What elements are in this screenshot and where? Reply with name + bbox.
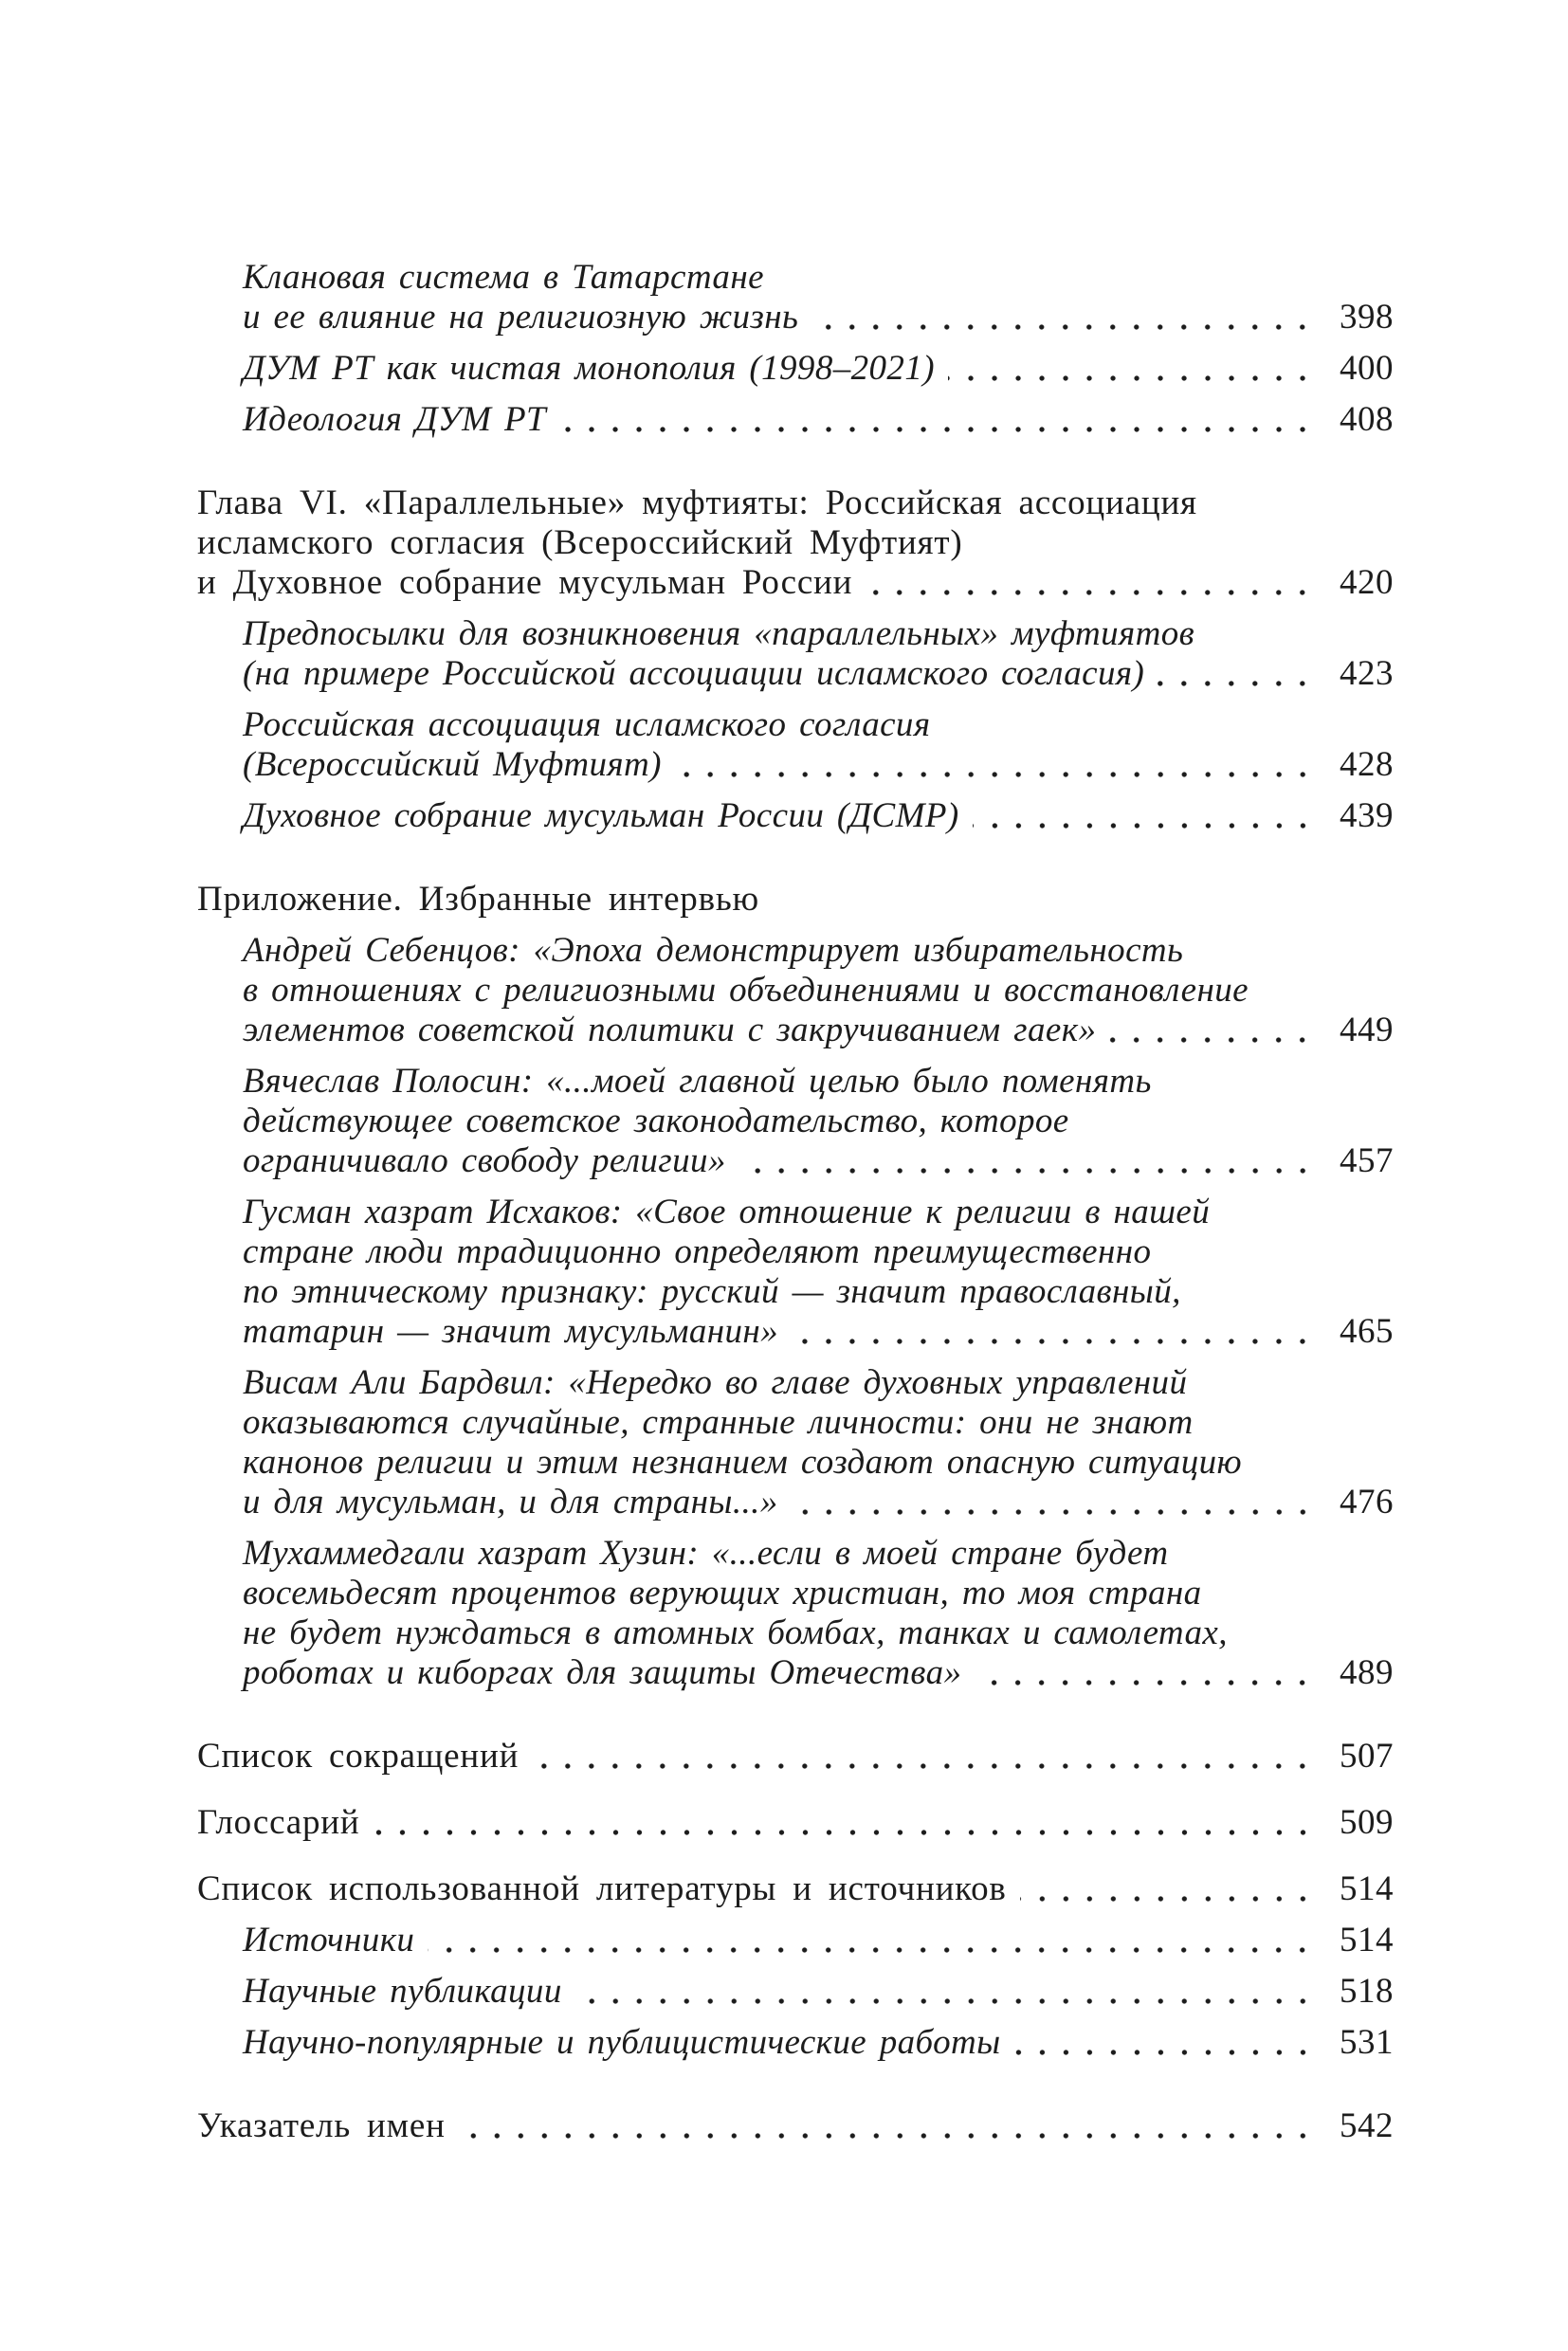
toc-entry-text: Клановая система в Татарстане: [243, 258, 764, 297]
toc-entry-text: стране люди традиционно определяют преимущественно: [243, 1232, 1152, 1271]
dot-leader: [575, 1997, 1322, 2005]
toc-entry: [243, 2023, 1394, 2063]
toc-entry: [243, 796, 1394, 836]
toc-page-number: 408: [1340, 400, 1394, 439]
toc-entry-text: и ее влияние на религиозную жизнь: [243, 298, 799, 337]
dot-leader: [792, 1508, 1322, 1516]
toc-entry-text: и Духовное собрание мусульман России: [197, 563, 853, 602]
toc-entry-text: канонов религии и этим незнанием создают опасную ситуацию: [243, 1443, 1242, 1482]
toc-entry-line: [243, 1653, 1394, 1693]
toc-entry-line: [197, 523, 1394, 563]
toc-entry-text: ограничивало свободу религии»: [243, 1141, 726, 1180]
toc-entry-text: исламского согласия (Всероссийский Муфтият): [197, 523, 963, 562]
dot-leader: [975, 1679, 1322, 1686]
toc-entry-text: Источники: [243, 1921, 415, 1959]
toc-entry-line: [243, 745, 1394, 785]
toc-entry-text: Российская ассоциация исламского согласия: [243, 705, 931, 744]
toc-entry-line: [243, 258, 1394, 298]
toc-entry-line: [243, 1011, 1394, 1050]
toc-entry-text: оказываются случайные, странные личности: они не знают: [243, 1403, 1194, 1442]
dot-leader: [1158, 680, 1322, 687]
dot-leader: [948, 374, 1322, 382]
toc-entry-line: [243, 1483, 1394, 1522]
toc-entry-line: [243, 931, 1394, 971]
toc-entry-line: [243, 1312, 1394, 1352]
toc-entry: [243, 1193, 1394, 1352]
toc-page-number: 531: [1340, 2023, 1394, 2062]
dot-leader: [559, 426, 1322, 433]
toc-entry: [243, 1921, 1394, 1960]
toc-entry-line: [243, 298, 1394, 337]
toc-entry-text: Вячеслав Полосин: «...моей главной целью было поменять: [243, 1062, 1152, 1101]
dot-leader: [1014, 2049, 1322, 2056]
toc-page-number: 509: [1340, 1803, 1394, 1842]
toc-entry: [197, 483, 1394, 603]
toc-entry-text: восемьдесят процентов верующих христиан, то моя страна: [243, 1574, 1202, 1613]
toc-page-number: 542: [1340, 2106, 1394, 2145]
toc-page-number: 514: [1340, 1869, 1394, 1908]
toc-entry-text: Предпосылки для возникновения «параллельных» муфтиятов: [243, 614, 1195, 653]
toc-entry-text: татарин — значит мусульманин»: [243, 1312, 779, 1351]
toc-entry-text: Андрей Себенцов: «Эпоха демонстрирует избирательность: [243, 931, 1184, 970]
toc-entry-text: Научные публикации: [243, 1972, 562, 2011]
toc-entry-line: [243, 2023, 1394, 2063]
toc-page-number: 507: [1340, 1737, 1394, 1776]
dot-leader: [532, 1762, 1322, 1770]
toc-entry: [243, 349, 1394, 389]
toc-entry-text: Указатель имен: [197, 2106, 446, 2145]
toc-entry: [243, 1534, 1394, 1693]
dot-leader: [675, 771, 1322, 778]
toc-page-number: 518: [1340, 1972, 1394, 2011]
toc-entry-text: Глава VI. «Параллельные» муфтияты: Российская ассоциация: [197, 483, 1197, 522]
toc-entry-text: Духовное собрание мусульман России (ДСМР): [243, 796, 959, 835]
toc-entry-text: не будет нуждаться в атомных бомбах, танках и самолетах,: [243, 1613, 1228, 1652]
toc-entry-line: [243, 400, 1394, 440]
toc-entry-line: [243, 614, 1394, 654]
toc-page-number: 423: [1340, 654, 1394, 693]
toc-entry: [243, 1363, 1394, 1522]
dot-leader: [374, 1829, 1322, 1836]
toc-entry-line: [197, 880, 1394, 920]
toc-entry-line: [243, 1272, 1394, 1312]
toc-entry-line: [243, 1141, 1394, 1181]
toc-entry-line: [243, 1193, 1394, 1232]
dot-leader: [459, 2132, 1322, 2140]
dot-leader: [1109, 1036, 1322, 1044]
toc-entry-text: по этническому признаку: русский — значит православный,: [243, 1272, 1181, 1311]
toc-entry-text: Научно-популярные и публицистические работы: [243, 2023, 1001, 2062]
toc-entry-line: [243, 971, 1394, 1011]
toc-entry-text: действующее советское законодательство, которое: [243, 1102, 1069, 1140]
toc-entry-line: [197, 1803, 1394, 1843]
toc-page-number: 476: [1340, 1483, 1394, 1522]
dot-leader: [739, 1167, 1322, 1175]
dot-leader: [866, 589, 1322, 596]
toc-entry-text: Мухаммедгали хазрат Хузин: «...если в моей стране будет: [243, 1534, 1169, 1573]
dot-leader: [973, 822, 1322, 829]
toc-entry-line: [243, 796, 1394, 836]
toc-entry-text: Приложение. Избранные интервью: [197, 880, 759, 919]
toc-entry-line: [197, 2106, 1394, 2146]
toc-entry-text: в отношениях с религиозными объединениями и восстановление: [243, 971, 1249, 1010]
toc-entry-line: [243, 1574, 1394, 1613]
toc-page-number: 489: [1340, 1653, 1394, 1692]
toc-entry-text: Идеология ДУМ РТ: [243, 400, 546, 439]
toc-page-number: 465: [1340, 1312, 1394, 1351]
toc-entry-text: Список использованной литературы и источников: [197, 1869, 1007, 1908]
dot-leader: [792, 1338, 1322, 1345]
toc-entry: [243, 931, 1394, 1050]
toc-entry-line: [243, 1232, 1394, 1272]
toc-list: [197, 258, 1394, 2146]
toc-entry-line: [243, 1443, 1394, 1483]
toc-entry-line: [197, 1869, 1394, 1909]
toc-entry: [197, 1803, 1394, 1843]
toc-entry-line: [243, 349, 1394, 389]
dot-leader: [428, 1946, 1322, 1954]
toc-entry-line: [243, 1403, 1394, 1443]
toc-page-number: 400: [1340, 349, 1394, 388]
toc-entry-line: [243, 1534, 1394, 1574]
toc-entry-text: ДУМ РТ как чистая монополия (1998–2021): [243, 349, 935, 388]
dot-leader: [1020, 1895, 1322, 1903]
toc-entry-line: [243, 1102, 1394, 1141]
toc-page-number: 457: [1340, 1141, 1394, 1180]
toc-entry: [197, 880, 1394, 920]
toc-entry-line: [243, 1921, 1394, 1960]
toc-entry-line: [197, 563, 1394, 603]
toc-entry-text: Висам Али Бардвил: «Нередко во главе духовных управлений: [243, 1363, 1188, 1402]
toc-page-number: 449: [1340, 1011, 1394, 1049]
toc-page-number: 439: [1340, 796, 1394, 835]
toc-entry-line: [243, 705, 1394, 745]
toc-entry-text: и для мусульман, и для страны...»: [243, 1483, 778, 1522]
toc-entry: [243, 1972, 1394, 2012]
toc-entry-text: Глоссарий: [197, 1803, 360, 1842]
toc-entry-line: [243, 1363, 1394, 1403]
toc-entry-line: [243, 1062, 1394, 1102]
toc-entry-line: [197, 1737, 1394, 1777]
toc-entry-line: [243, 654, 1394, 694]
toc-entry: [197, 1869, 1394, 1909]
toc-entry: [197, 1737, 1394, 1777]
toc-entry-line: [243, 1613, 1394, 1653]
toc-entry-text: роботах и киборгах для защиты Отечества»: [243, 1653, 962, 1692]
toc-entry: [243, 258, 1394, 337]
toc-entry: [243, 614, 1394, 694]
toc-page-number: 398: [1340, 298, 1394, 337]
dot-leader: [811, 323, 1322, 331]
toc-entry: [197, 2106, 1394, 2146]
toc-entry-line: [197, 483, 1394, 523]
toc-entry-line: [243, 1972, 1394, 2012]
toc-entry-text: Гусман хазрат Исхаков: «Свое отношение к религии в нашей: [243, 1193, 1211, 1231]
toc-entry: [243, 400, 1394, 440]
toc-entry-text: Список сокращений: [197, 1737, 520, 1776]
toc-entry: [243, 1062, 1394, 1181]
toc-entry-text: элементов советской политики с закручиванием гаек»: [243, 1011, 1097, 1049]
toc-entry-text: (Всероссийский Муфтият): [243, 745, 662, 784]
toc-page-number: 514: [1340, 1921, 1394, 1959]
toc-page-number: 428: [1340, 745, 1394, 784]
toc-page-number: 420: [1340, 563, 1394, 602]
toc-entry-text: (на примере Российской ассоциации исламского согласия): [243, 654, 1145, 693]
toc-entry: [243, 705, 1394, 785]
